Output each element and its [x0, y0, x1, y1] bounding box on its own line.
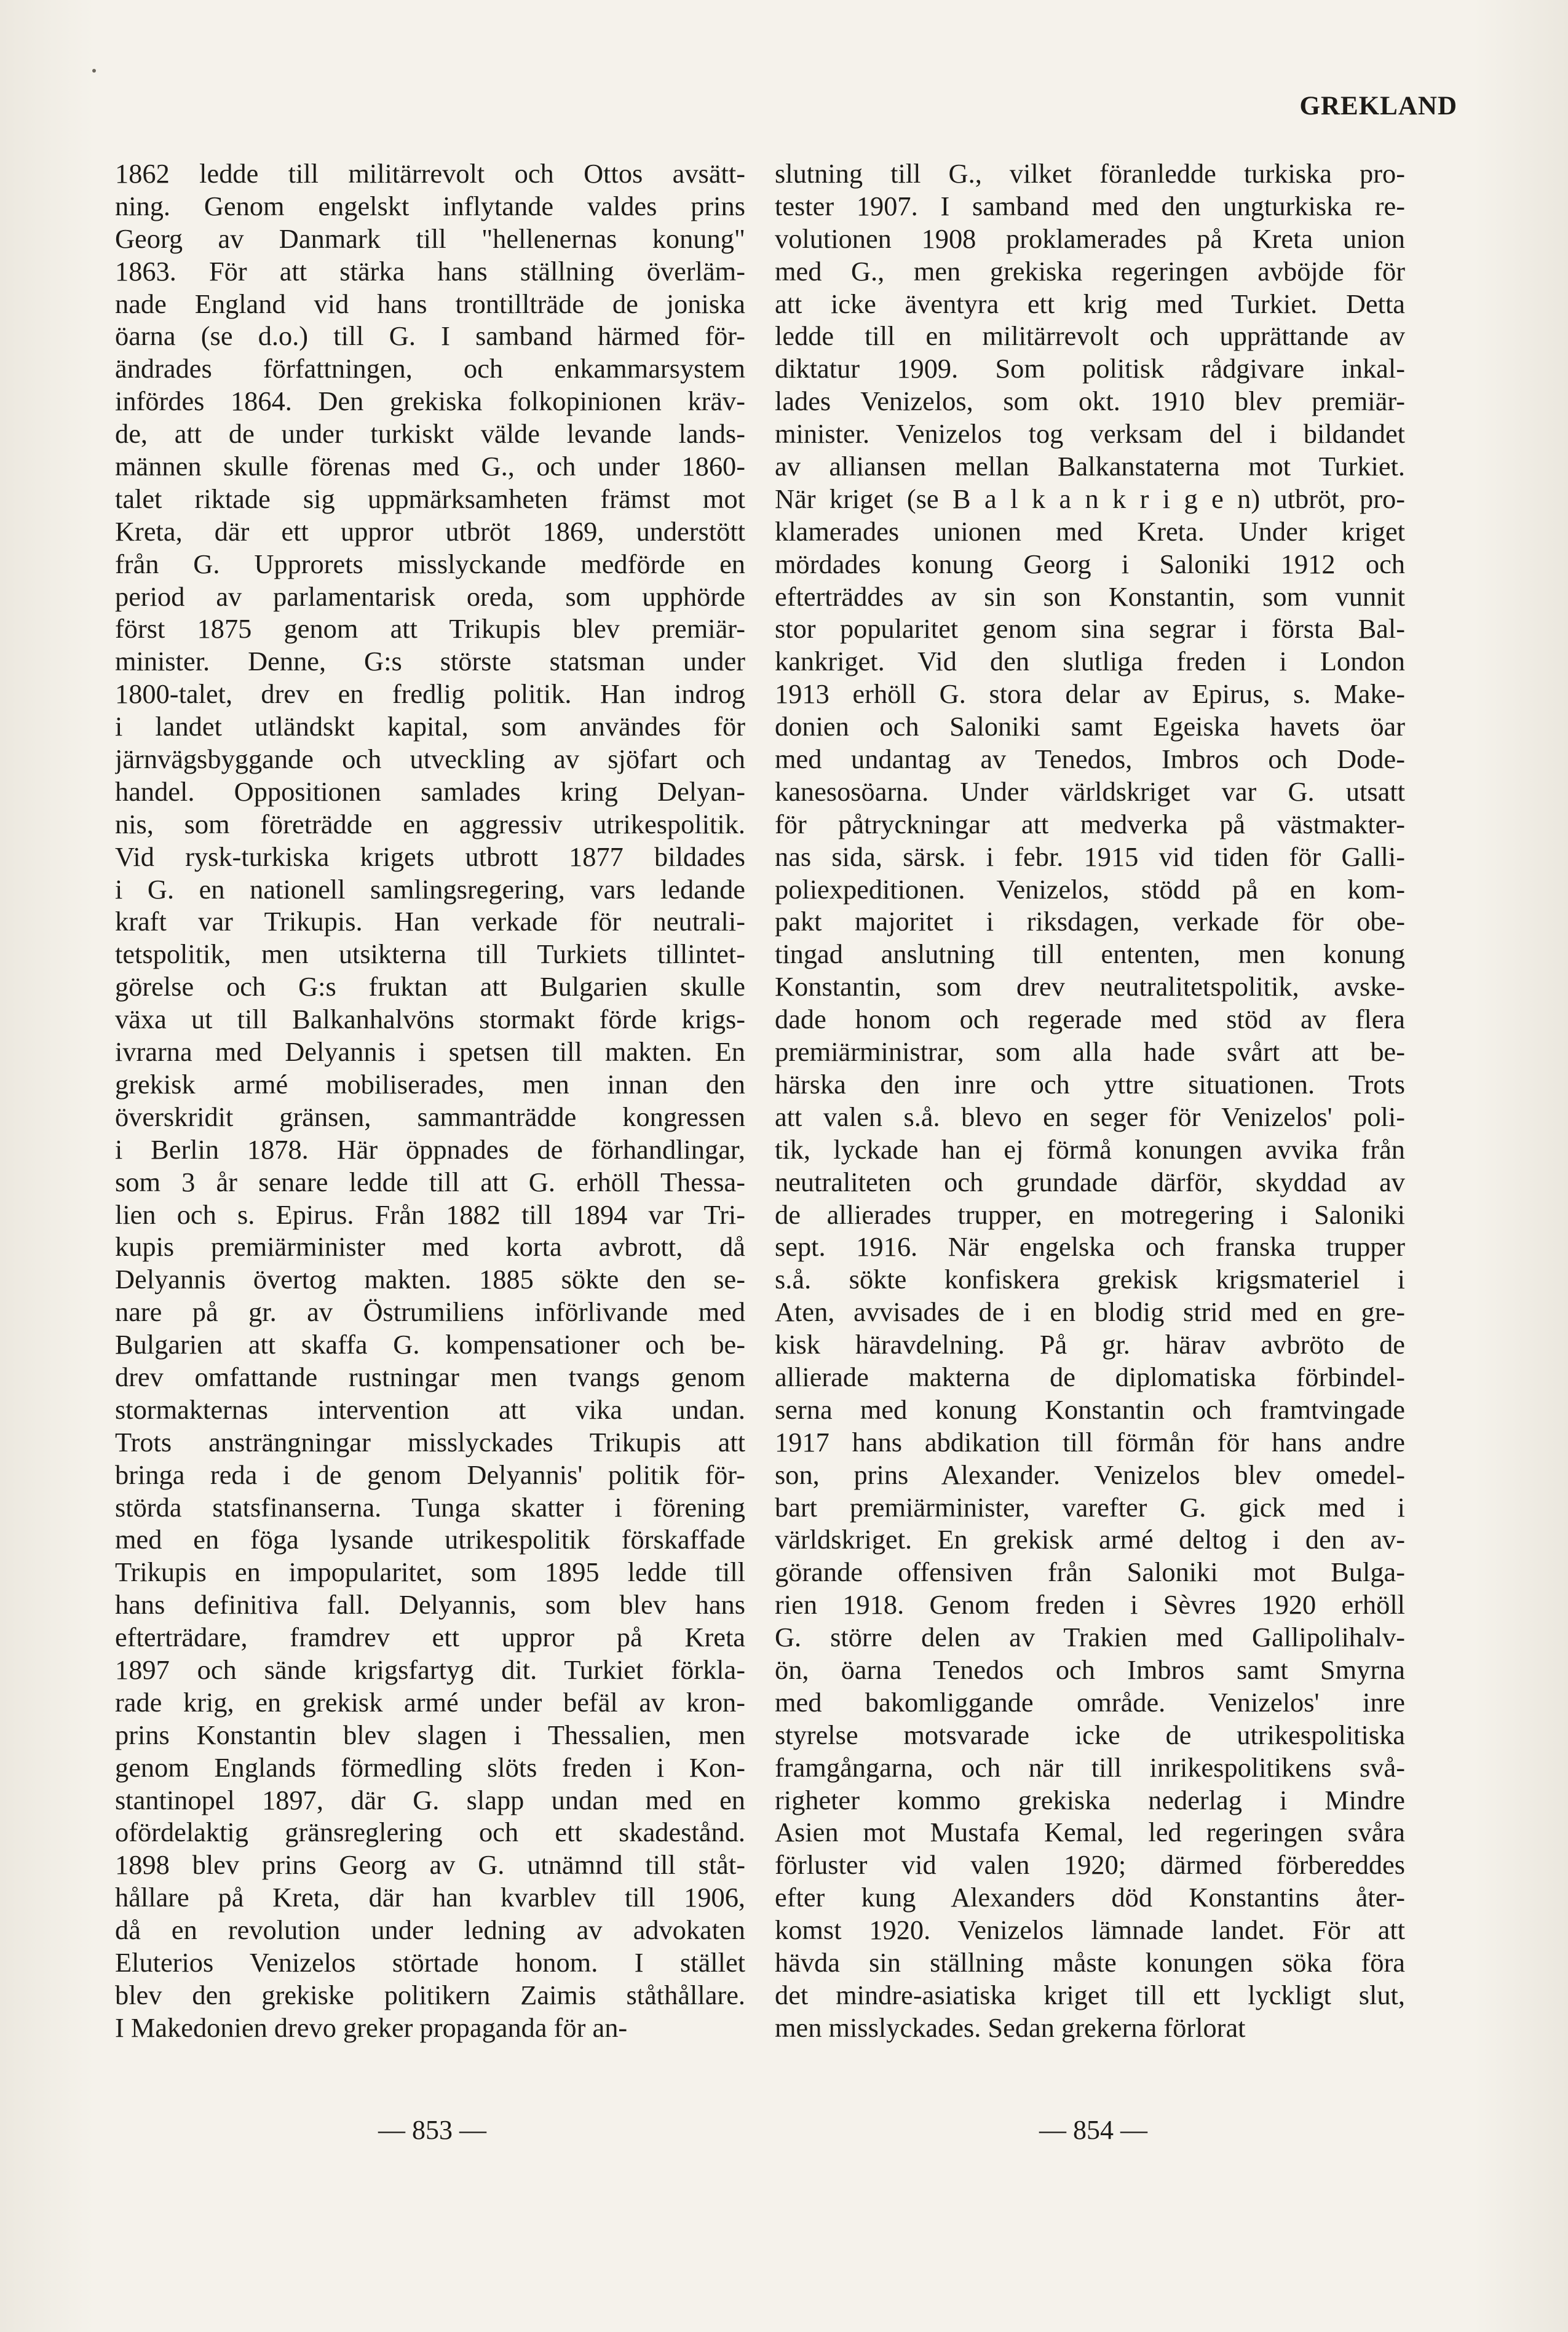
left-column-line: Kreta, där ett uppror utbröt 1869, understött	[115, 515, 745, 547]
left-column-line: 1898 blev prins Georg av G. utnämnd till ståt-	[115, 1849, 745, 1881]
left-column-line: Eluterios Venizelos störtade honom. I stället	[115, 1946, 745, 1978]
left-column-line: handel. Oppositionen samlades kring Delyan-	[115, 775, 745, 807]
right-column-line: hävda sin ställning måste konungen söka föra	[775, 1946, 1405, 1978]
left-column-line: efterträdare, framdrev ett uppror på Kreta	[115, 1622, 745, 1653]
left-column-line: ning. Genom engelskt inflytande valdes prins	[115, 190, 745, 221]
right-column-line: tingad anslutning till ententen, men konung	[775, 938, 1405, 970]
right-column-line: neutraliteten och grundade därför, skyddad av	[775, 1166, 1405, 1197]
right-column-line: görande offensiven från Saloniki mot Bulga-	[775, 1557, 1405, 1588]
left-column-line: hans definitiva fall. Delyannis, som blev hans	[115, 1589, 745, 1620]
left-column-line: störda statsfinanserna. Tunga skatter i förening	[115, 1491, 745, 1523]
right-column-line: kankriget. Vid den slutliga freden i London	[775, 646, 1405, 677]
left-column-line: i landet utländskt kapital, som användes för	[115, 711, 745, 742]
right-column-line: med G., men grekiska regeringen avböjde för	[775, 255, 1405, 287]
left-column-line: minister. Denne, G:s störste statsman under	[115, 646, 745, 677]
right-column-line: dade honom och regerade med stöd av flera	[775, 1004, 1405, 1035]
right-column-line: komst 1920. Venizelos lämnade landet. För att	[775, 1914, 1405, 1946]
left-column-line: kraft var Trikupis. Han verkade för neutrali-	[115, 906, 745, 937]
right-column-line: ledde till en militärrevolt och upprättande av	[775, 320, 1405, 352]
left-column-line: då en revolution under ledning av advokaten	[115, 1914, 745, 1946]
right-column-line: Konstantin, som drev neutralitetspolitik, avske-	[775, 971, 1405, 1002]
left-column-line: som 3 år senare ledde till att G. erhöll Thessa-	[115, 1166, 745, 1197]
right-column-line: donien och Saloniki samt Egeiska havets öar	[775, 711, 1405, 742]
right-column-line: pakt majoritet i riksdagen, verkade för obe-	[775, 906, 1405, 937]
left-column-line: överskridit gränsen, sammanträdde kongressen	[115, 1101, 745, 1132]
right-column-line: kisk häravdelning. På gr. härav avbröto de	[775, 1329, 1405, 1360]
left-column-line: de, att de under turkiskt välde levande lands-	[115, 418, 745, 450]
right-column-line: mördades konung Georg i Saloniki 1912 och	[775, 548, 1405, 579]
left-column-line: görelse och G:s fruktan att Bulgarien skulle	[115, 971, 745, 1002]
left-column-line: 1863. För att stärka hans ställning överläm-	[115, 255, 745, 287]
right-column-line: att valen s.å. blevo en seger för Venizelos' poli-	[775, 1101, 1405, 1132]
right-column-line: slutning till G., vilket föranledde turkiska pro-	[775, 158, 1405, 189]
right-column-line: sept. 1916. När engelska och franska trupper	[775, 1231, 1405, 1263]
left-column-line: Bulgarien att skaffa G. kompensationer och be-	[115, 1329, 745, 1360]
right-column-line: allierade makterna de diplomatiska förbindel-	[775, 1361, 1405, 1392]
left-column-line: Trikupis en impopularitet, som 1895 ledde till	[115, 1557, 745, 1588]
left-column-line: Delyannis övertog makten. 1885 sökte den se-	[115, 1264, 745, 1295]
left-column-line: ivrarna med Delyannis i spetsen till makten. En	[115, 1036, 745, 1068]
right-column-line: med undantag av Tenedos, Imbros och Dode-	[775, 744, 1405, 775]
right-column-line: efterträddes av sin son Konstantin, som vunnit	[775, 581, 1405, 612]
left-column-line: i G. en nationell samlingsregering, vars ledande	[115, 873, 745, 905]
right-column-line: s.å. sökte konfiskera grekisk krigsmateriel i	[775, 1264, 1405, 1295]
right-column-line: nas sida, särsk. i febr. 1915 vid tiden för Galli-	[775, 841, 1405, 872]
left-column-line: Trots ansträngningar misslyckades Trikupis att	[115, 1426, 745, 1458]
left-column-line: i Berlin 1878. Här öppnades de förhandlingar,	[115, 1133, 745, 1165]
right-column-line: för påtryckningar att medverka på västmakter-	[775, 808, 1405, 839]
right-column-line: lades Venizelos, som okt. 1910 blev premiär-	[775, 386, 1405, 417]
right-column-line: serna med konung Konstantin och framtvingade	[775, 1394, 1405, 1425]
left-column-line: 1800-talet, drev en fredlig politik. Han indrog	[115, 678, 745, 710]
left-column-line: Georg av Danmark till "hellenernas konung"	[115, 223, 745, 254]
right-column-line: 1913 erhöll G. stora delar av Epirus, s. Make-	[775, 678, 1405, 710]
right-column-line: av alliansen mellan Balkanstaterna mot Turkiet.	[775, 451, 1405, 482]
left-column-line: ändrades författningen, och enkammarsystem	[115, 353, 745, 384]
left-column-line: 1897 och sände krigsfartyg dit. Turkiet förkla-	[115, 1654, 745, 1685]
left-column-line: nade England vid hans trontillträde de joniska	[115, 288, 745, 319]
left-column-line: lien och s. Epirus. Från 1882 till 1894 var Tri-	[115, 1199, 745, 1230]
left-column-line: period av parlamentarisk oreda, som upphörde	[115, 581, 745, 612]
right-column-line: minister. Venizelos tog verksam del i bildandet	[775, 418, 1405, 450]
right-column	[775, 157, 1405, 2044]
right-column-line: diktatur 1909. Som politisk rådgivare inkal-	[775, 353, 1405, 384]
paper-speck	[92, 69, 96, 73]
left-column	[115, 157, 745, 2044]
left-column-line: växa ut till Balkanhalvöns stormakt förde krigs-	[115, 1004, 745, 1035]
right-column-line: styrelse motsvarade icke de utrikespolitiska	[775, 1719, 1405, 1750]
right-column-line: tik, lyckade han ej förmå konungen avvika från	[775, 1133, 1405, 1165]
left-column-line: bringa reda i de genom Delyannis' politik för-	[115, 1459, 745, 1490]
left-column-line: stormakternas intervention att vika undan.	[115, 1394, 745, 1425]
left-column-line: genom Englands förmedling slöts freden i Kon-	[115, 1751, 745, 1783]
right-column-line: Aten, avvisades de i en blodig strid med en gre-	[775, 1296, 1405, 1328]
right-column-line: rien 1918. Genom freden i Sèvres 1920 erhöll	[775, 1589, 1405, 1620]
left-column-line: järnvägsbyggande och utveckling av sjöfart och	[115, 744, 745, 775]
left-column-line: blev den grekiske politikern Zaimis ståthållare.	[115, 1979, 745, 2010]
left-column-line: stantinopel 1897, där G. slapp undan med en	[115, 1784, 745, 1815]
left-column-line: 1862 ledde till militärrevolt och Ottos avsätt-	[115, 158, 745, 189]
left-column-line: ofördelaktig gränsreglering och ett skadestånd.	[115, 1817, 745, 1848]
left-column-line: grekisk armé mobiliserades, men innan den	[115, 1068, 745, 1100]
left-column-line: Vid rysk-turkiska krigets utbrott 1877 bildades	[115, 841, 745, 872]
right-column-line: ön, öarna Tenedos och Imbros samt Smyrna	[775, 1654, 1405, 1685]
left-column-line: med en föga lysande utrikespolitik förskaffade	[115, 1524, 745, 1555]
left-column-line: infördes 1864. Den grekiska folkopinionen kräv-	[115, 386, 745, 417]
left-column-line: rade krig, en grekisk armé under befäl av kron-	[115, 1686, 745, 1718]
running-header: GREKLAND	[1299, 92, 1457, 121]
left-column-line: öarna (se d.o.) till G. I samband härmed för-	[115, 320, 745, 352]
right-column-line: de allierades trupper, en motregering i Saloniki	[775, 1199, 1405, 1230]
right-column-line: det mindre-asiatiska kriget till ett lyckligt slut,	[775, 1979, 1405, 2010]
right-column-line: härska den inre och yttre situationen. Trots	[775, 1068, 1405, 1100]
right-column-line: tester 1907. I samband med den ungturkiska re-	[775, 190, 1405, 221]
left-column-line: drev omfattande rustningar men tvangs genom	[115, 1361, 745, 1392]
right-column-line: bart premiärminister, varefter G. gick med i	[775, 1491, 1405, 1523]
left-column-line: först 1875 genom att Trikupis blev premiär-	[115, 613, 745, 644]
left-column-line: nis, som företrädde en aggressiv utrikespolitik.	[115, 808, 745, 839]
left-column-line: kupis premiärminister med korta avbrott, då	[115, 1231, 745, 1263]
right-column-line: volutionen 1908 proklamerades på Kreta union	[775, 223, 1405, 254]
left-column-line: tetspolitik, men utsikterna till Turkiets tillintet-	[115, 938, 745, 970]
right-column-line: världskriget. En grekisk armé deltog i den av-	[775, 1524, 1405, 1555]
right-column-line: son, prins Alexander. Venizelos blev omedel-	[775, 1459, 1405, 1490]
right-column-line: förluster vid valen 1920; därmed förbereddes	[775, 1849, 1405, 1881]
right-column-line: klamerades unionen med Kreta. Under kriget	[775, 515, 1405, 547]
right-column-line: framgångarna, och när till inrikespolitikens svå-	[775, 1751, 1405, 1783]
right-column-line: efter kung Alexanders död Konstantins åter-	[775, 1882, 1405, 1913]
right-column-line: 1917 hans abdikation till förmån för hans andre	[775, 1426, 1405, 1458]
right-column-line: När kriget (se B a l k a n k r i g e n) utbröt, pro-	[775, 483, 1405, 514]
right-column-line: men misslyckades. Sedan grekerna förlorat	[775, 2012, 1246, 2043]
right-column-line: premiärministrar, som alla hade svårt att be-	[775, 1036, 1405, 1068]
page-number-right: — 854 —	[1039, 2115, 1147, 2145]
right-column-line: kanesosöarna. Under världskriget var G. utsatt	[775, 775, 1405, 807]
right-column-line: Asien mot Mustafa Kemal, led regeringen svåra	[775, 1817, 1405, 1848]
left-column-line: prins Konstantin blev slagen i Thessalien, men	[115, 1719, 745, 1750]
left-column-line: talet riktade sig uppmärksamheten främst mot	[115, 483, 745, 514]
right-column-line: att icke äventyra ett krig med Turkiet. Detta	[775, 288, 1405, 319]
right-column-line: poliexpeditionen. Venizelos, stödd på en kom-	[775, 873, 1405, 905]
right-column-line: med bakomliggande område. Venizelos' inre	[775, 1686, 1405, 1718]
right-column-line: stor popularitet genom sina segrar i första Bal-	[775, 613, 1405, 644]
left-column-line: hållare på Kreta, där han kvarblev till 1906,	[115, 1882, 745, 1913]
left-column-line: männen skulle förenas med G., och under 1860-	[115, 451, 745, 482]
page-number-left: — 853 —	[378, 2115, 486, 2145]
left-column-line: nare på gr. av Östrumiliens införlivande med	[115, 1296, 745, 1328]
right-column-line: righeter kommo grekiska nederlag i Mindre	[775, 1784, 1405, 1815]
left-column-line: I Makedonien drevo greker propaganda för an-	[115, 2012, 628, 2043]
left-column-line: från G. Upprorets misslyckande medförde en	[115, 548, 745, 579]
right-column-line: G. större delen av Trakien med Gallipolihalv-	[775, 1622, 1405, 1653]
